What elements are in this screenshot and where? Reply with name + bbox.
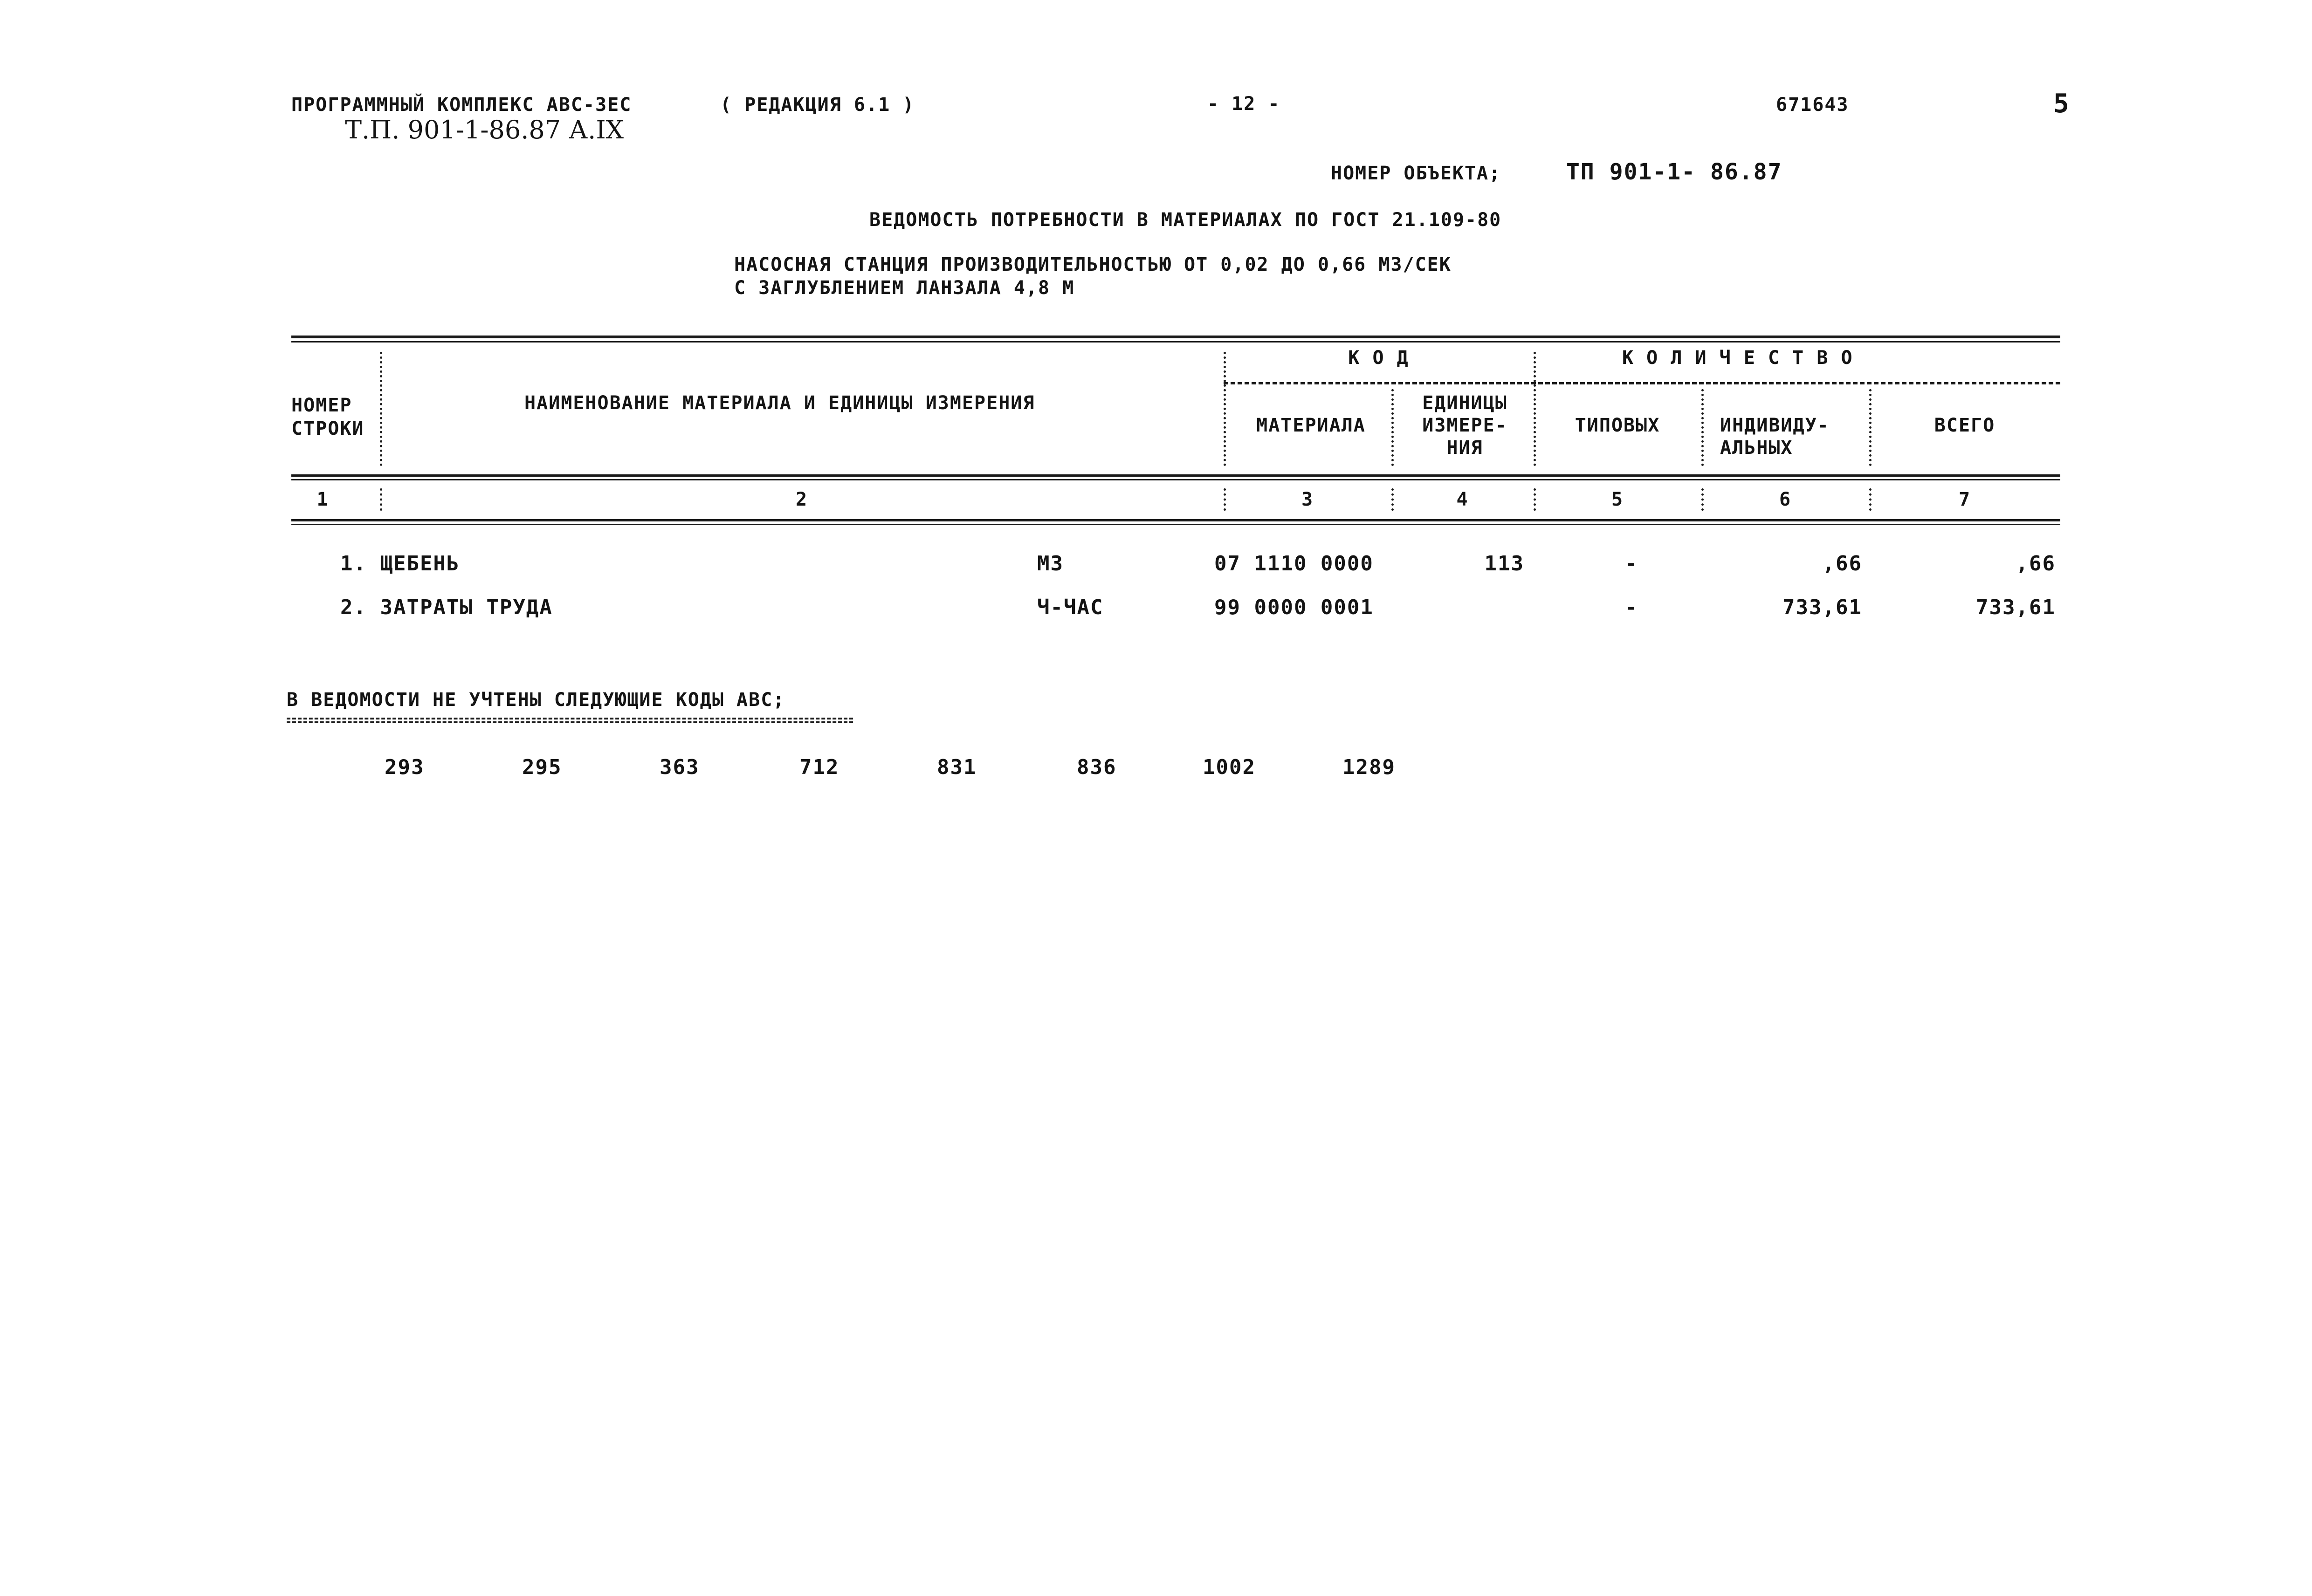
header-typical: ТИПОВЫХ [1575, 415, 1660, 436]
page-number: - 12 - [1207, 93, 1280, 115]
column-number: 6 [1779, 489, 1792, 510]
header-row-number-line-1: НОМЕР [291, 395, 352, 416]
double-underline [287, 718, 853, 723]
excluded-code: 1002 [1203, 755, 1256, 779]
excluded-code: 1289 [1342, 755, 1396, 779]
header-individual-line-1: ИНДИВИДУ- [1720, 415, 1830, 436]
row-typical: - [1624, 596, 1638, 619]
column-number: 7 [1958, 489, 1971, 510]
column-separator [380, 352, 382, 466]
table-top-rule-thin [291, 341, 2060, 342]
project-reference: Т.П. 901-1-86.87 А.IX [345, 115, 624, 144]
excluded-code: 295 [522, 755, 562, 779]
row-total: 733,61 [1976, 596, 2056, 619]
header-row-number-line-2: СТРОКИ [291, 418, 365, 439]
column-numbers-rule [291, 519, 2060, 521]
excluded-codes-note: В ВЕДОМОСТИ НЕ УЧТЕНЫ СЛЕДУЮЩИЕ КОДЫ АВС; [287, 689, 785, 711]
excluded-code: 831 [937, 755, 977, 779]
header-quantity-group: К О Л И Ч Е С Т В О [1622, 347, 1853, 369]
corner-mark: 5 [2053, 89, 2070, 119]
row-individual: 733,61 [1782, 596, 1862, 619]
row-typical: - [1624, 552, 1638, 575]
row-material-code: 07 1110 0000 [1214, 552, 1374, 575]
header-material-code: МАТЕРИАЛА [1256, 415, 1366, 436]
edition-label: ( РЕДАКЦИЯ 6.1 ) [720, 94, 915, 116]
column-separator [1391, 389, 1394, 466]
column-number: 3 [1301, 489, 1314, 510]
excluded-code: 836 [1077, 755, 1117, 779]
table-top-rule [291, 336, 2060, 338]
column-number: 4 [1456, 489, 1469, 510]
row-material-name: 1. ЩЕБЕНЬ [340, 552, 460, 575]
header-bottom-rule [291, 474, 2060, 477]
object-number-value: ТП 901-1- 86.87 [1566, 159, 1782, 185]
document-title: ВЕДОМОСТЬ ПОТРЕБНОСТИ В МАТЕРИАЛАХ ПО ГОСТ 21.109-80 [869, 209, 1502, 231]
header-unit-code-line-1: ЕДИНИЦЫ [1422, 392, 1507, 414]
column-number: 5 [1611, 489, 1624, 510]
object-number-label: НОМЕР ОБЪЕКТА; [1331, 163, 1501, 184]
column-number: 2 [795, 489, 808, 510]
row-unit-code: 113 [1484, 552, 1524, 575]
header-material-name: НАИМЕНОВАНИЕ МАТЕРИАЛА И ЕДИНИЦЫ ИЗМЕРЕНИЯ [524, 392, 1035, 414]
column-separator [1224, 352, 1226, 466]
column-separator [1534, 352, 1536, 466]
object-description-line-1: НАСОСНАЯ СТАНЦИЯ ПРОИЗВОДИТЕЛЬНОСТЬЮ ОТ 0,02 ДО 0,66 М3/СЕК [734, 254, 1452, 275]
row-unit: Ч-ЧАС [1037, 596, 1104, 619]
header-code-group: К О Д [1348, 347, 1409, 369]
row-total: ,66 [2016, 552, 2056, 575]
document-code: 671643 [1776, 94, 1849, 116]
excluded-code: 363 [660, 755, 700, 779]
header-unit-code-line-2: ИЗМЕРЕ- [1422, 415, 1507, 436]
row-material-name: 2. ЗАТРАТЫ ТРУДА [340, 596, 553, 619]
row-material-code: 99 0000 0001 [1214, 596, 1374, 619]
header-bottom-rule-thin [291, 479, 2060, 480]
column-number: 1 [317, 489, 329, 510]
excluded-code: 293 [385, 755, 425, 779]
object-description-line-2: С ЗАГЛУБЛЕНИЕМ ЛАНЗАЛА 4,8 М [734, 277, 1075, 299]
column-numbers-rule-thin [291, 524, 2060, 525]
column-separator [1701, 389, 1704, 466]
header-group-divider [1224, 382, 2060, 384]
program-name: ПРОГРАММНЫЙ КОМПЛЕКС АВС-3ЕС [291, 94, 632, 116]
header-unit-code-line-3: НИЯ [1446, 437, 1483, 459]
excluded-code: 712 [799, 755, 839, 779]
row-unit: М3 [1037, 552, 1064, 575]
row-individual: ,66 [1822, 552, 1862, 575]
header-total: ВСЕГО [1934, 415, 1995, 436]
header-individual-line-2: АЛЬНЫХ [1720, 437, 1793, 459]
